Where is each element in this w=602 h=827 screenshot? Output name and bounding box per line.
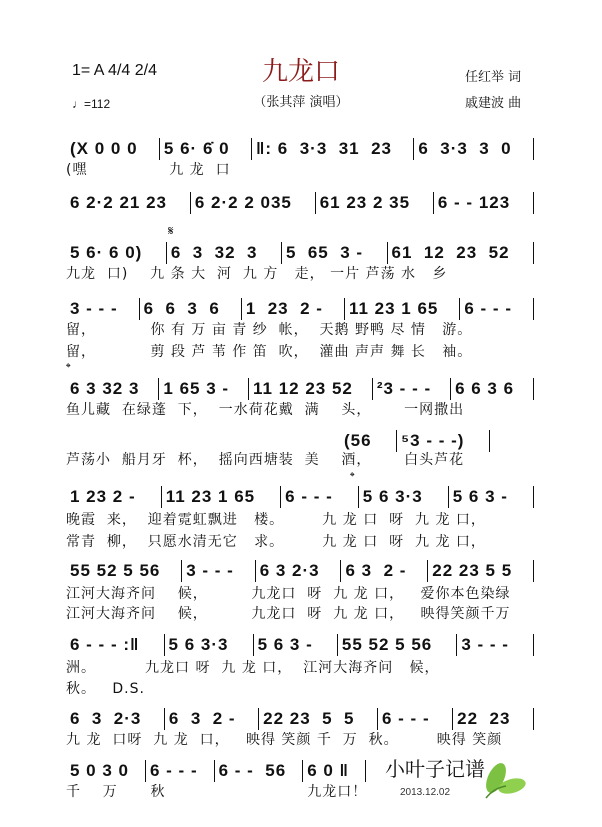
measure: 5 6 3·3	[168, 635, 229, 654]
barline	[533, 242, 534, 264]
measure: 6 2·2 21 23	[70, 193, 168, 212]
measure: 11 12 23 52	[253, 379, 353, 398]
measure: 55 52 5 56	[70, 561, 161, 580]
measure: 6 0 ‖	[307, 761, 350, 780]
measure: 5 6 3·3	[362, 487, 423, 506]
measure: (X 0 0 0	[70, 139, 138, 158]
measure: 6 3 2·3	[259, 561, 320, 580]
coda-sign-2: 𝄌	[350, 470, 355, 485]
measure: 11 23 1 65	[348, 299, 439, 318]
measure: 6 6 3 6	[143, 299, 220, 318]
notation-row	[66, 298, 534, 320]
measure: 5 6 3 -	[452, 487, 508, 506]
barline	[533, 634, 534, 656]
measure: 6 3 32 3	[70, 379, 140, 398]
measure: ⁵3 - - -)	[401, 431, 465, 450]
measure: 6 - - -	[382, 709, 430, 728]
lyric-line: 江河大海齐问 候， 九龙口 呀 九 龙 口， 映得笑颜千万	[66, 606, 511, 622]
measure: 1 65 3 -	[163, 379, 230, 398]
measure: (56	[344, 431, 372, 450]
lyric-line: 九龙 口) 九 条 大 河 九 方 走， 一片 芦荡 水 乡	[66, 266, 448, 282]
lyric-line: 晚霞 来， 迎着霓虹飘进 楼。 九 龙 口 呀 九 龙 口，	[66, 512, 486, 528]
measure: 1 23 2 -	[70, 487, 136, 506]
barline	[489, 430, 490, 452]
measure: 5 6· 6̇ 0	[163, 139, 230, 158]
measure: 55 52 5 56	[341, 635, 433, 654]
measure: ‖: 6 3·3 31 23	[255, 139, 392, 158]
barline	[533, 378, 534, 400]
watermark-text: 小叶子记谱	[385, 757, 485, 781]
measure: 5 6 3 -	[257, 635, 313, 654]
lyric-line: 留， 你 有 万 亩 青 纱 帐， 天鹅 野鸭 尽 情 游。	[66, 322, 473, 338]
coda-sign: 𝄌	[66, 361, 71, 376]
notation-row	[66, 634, 534, 656]
lyric-line: 江河大海齐问 候， 九龙口 呀 九 龙 口， 爱你本色染绿	[66, 586, 511, 602]
measure: 61 12 23 52	[391, 243, 510, 262]
lyric-line: 留， 剪 段 芦 苇 作 笛 吹， 灌曲 声声 舞 长 袖。	[66, 344, 473, 360]
measure: 6 3 32 3	[170, 243, 258, 262]
barline	[533, 486, 534, 508]
barline	[533, 138, 534, 160]
watermark-date: 2013.12.02	[400, 787, 451, 798]
barline	[533, 560, 534, 582]
measure: 5 0 3 0	[70, 761, 129, 780]
key-signature: 1= A 4/4 2/4	[72, 62, 157, 79]
measure: 6 6 3 6	[455, 379, 515, 398]
measure: 6 - - -	[285, 487, 333, 506]
composer-credit: 戚建波 曲	[465, 96, 522, 111]
lyric-line: 千 万 秋 九龙口！	[66, 784, 368, 800]
lyric-line: 秋。 D.S.	[66, 681, 145, 697]
barline	[533, 192, 534, 214]
measure: 6 - - 56	[218, 761, 287, 780]
lyric-line: 芦荡小 船月牙 杯， 摇向西塘装 美 酒， 白头芦花	[66, 452, 465, 468]
singer-credit: （张其萍 演唱）	[253, 95, 349, 110]
barline	[533, 298, 534, 320]
measure: 22 23 5 5	[432, 561, 513, 580]
notation-row	[66, 192, 534, 214]
notation-row	[66, 708, 534, 730]
notation-row	[340, 430, 490, 452]
measure: 11 23 1 65	[165, 487, 256, 506]
measure: 6 - - 123	[437, 193, 511, 212]
notation-row	[66, 138, 534, 160]
notation-row	[66, 378, 534, 400]
leaf-icon	[478, 760, 528, 800]
measure: 6 3 2·3	[70, 709, 142, 728]
lyric-line: (嘿 九 龙 口	[66, 162, 231, 178]
measure: 6 - - -	[150, 761, 198, 780]
measure: 5 65 3 -	[285, 243, 364, 262]
measure: 3 - - -	[461, 635, 509, 654]
measure: 3 - - -	[186, 561, 234, 580]
song-title: 九龙口	[261, 57, 340, 87]
barline	[533, 708, 534, 730]
measure: 22 23	[457, 709, 511, 728]
barline	[365, 760, 366, 782]
measure: ²3 - - -	[376, 379, 432, 398]
lyric-line: 常青 柳， 只愿水清无它 求。 九 龙 口 呀 九 龙 口，	[66, 534, 486, 550]
lyricist-credit: 任红举 词	[465, 70, 522, 85]
measure: 3 - - -	[70, 299, 118, 318]
measure: 6 3 2 -	[345, 561, 407, 580]
notation-row	[66, 242, 534, 264]
measure: 6 - - - :‖	[70, 635, 140, 654]
measure: 5 6· 6 0)	[70, 243, 143, 262]
lyric-line: 九 龙 口呀 九 龙 口， 映得 笑颜 千 万 秋。 映得 笑颜	[66, 732, 503, 748]
notation-row	[66, 760, 366, 782]
measure: 1 23 2 -	[245, 299, 323, 318]
notation-row	[66, 560, 534, 582]
measure: 22 23 5 5	[263, 709, 355, 728]
measure: 6 3 2 -	[168, 709, 236, 728]
measure: 6 3·3 3 0	[418, 139, 512, 158]
segno-sign: 𝄋	[168, 224, 174, 239]
lyric-line: 洲。 九龙口 呀 九 龙 口， 江河大海齐问 候，	[66, 660, 440, 676]
measure: 61 23 2 35	[319, 193, 411, 212]
lyric-line: 鱼儿藏 在绿蓬 下， 一水荷花戴 满 头， 一网撒出	[66, 402, 465, 418]
tempo-marking: ♩=112	[72, 97, 111, 111]
notation-row	[66, 486, 534, 508]
measure: 6 2·2 2 035	[194, 193, 292, 212]
measure: 6 - - -	[464, 299, 512, 318]
